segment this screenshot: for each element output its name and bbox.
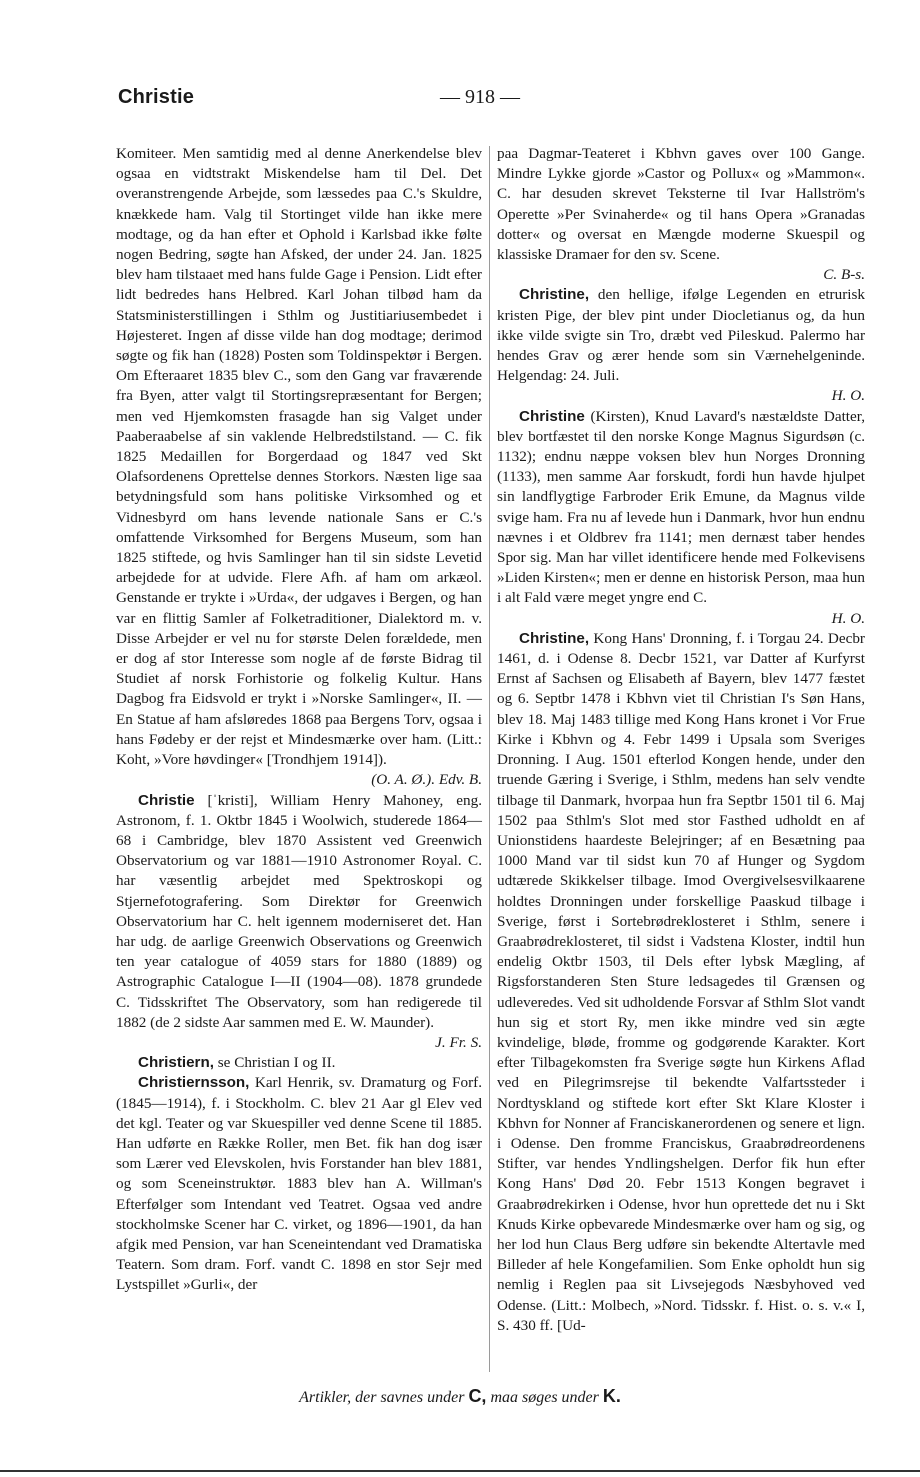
paragraph: paa Dagmar-Teateret i Kbhvn gaves over 100 Gange. Mindre Lykke gjorde »Castor og Pollux« og »Mammon«. C. har desuden skrevet Teksterne til Ivar Hallström's Operette »Per Svinaherde« og til hans Opera »Granadas dotter« og oversat en Mængde moderne Skuespil og klassiske Dramaer for den sv. Scene. — [497, 145, 865, 264]
entry-headword: Christiernsson, — [138, 1074, 250, 1092]
entry-christine-hellige — [497, 285, 865, 386]
letter-c: C, — [468, 1386, 487, 1406]
page-footer-note: Artikler, der savnes under C, maa søges under K. — [299, 1386, 621, 1406]
signature: J. Fr. S. — [435, 1033, 482, 1051]
entry-text: Karl Henrik, sv. Dramaturg og Forf. (1845—1914), f. i Stockholm. C. blev 21 Aar gl Elev ved det kgl. Teater og var Skuespiller ved denne Scene til 1885. Han udførte en Række Roller, men Bet. fik han dog især som Lærer ved Elevskolen, hvis Forstander han blev 1881, og som Sceneinstruktør. 1883 blev han A. Willman's Efterfølger som Intendant ved Teatret. Ogsaa ved andre stockholmske Scener har C. virket, og 1896—1901, da han afgik med Pension, var han Sceneintendant ved Dramatiska Teatern. Som dram. Forf. vandt C. 1898 en stor Sejr med Lystspillet »Gurli«, der — [116, 1074, 482, 1294]
entry-christiernsson — [116, 1073, 482, 1295]
signature: H. O. — [831, 387, 865, 405]
entry-christine-dronning — [497, 629, 865, 1336]
entry-headword: Christie — [138, 791, 195, 809]
entry-text: se Christian I og II. — [213, 1054, 336, 1072]
running-head: Christie — [118, 86, 195, 108]
entry-text: (Kirsten), Knud Lavard's næstældste Datter, blev bortfæstet til den norske Konge Magnus Sigurdsøn (c. 1132); endnu næppe voksen blev hun Norges Dronning (1133), men samme Aar forskudt, fordi hun havde hjulpet sin landflygtige Farbroder Erik Emune, da Magnus vilde svige ham. Fra nu af levede hun i Danmark, hvor hun endnu nævnes i et Oldbrev fra 1141; men dernæst taber hendes Spor sig. Man har villet identificere hende med Folkevisens »Liden Kirsten«; men er denne en historisk Person, maa hun i alt Fald være meget yngre end C. — [497, 407, 865, 607]
entry-text: [ˈkristi], William Henry Mahoney, eng. Astronom, f. 1. Oktbr 1845 i Woolwich, studerede 1864—68 i Cambridge, blev 1870 Assistent ved Greenwich Observatorium og var 1881—1910 Astronomer Royal. C. har væsentlig arbejdet med Spektroskopi og Stjernefotografering. Som Direktør for Greenwich Observatorium har C. helt igennem moderniseret det. Han har udg. de aarlige Greenwich Observations og Greenwich ten year catalogue of 4059 stars for 1880 (1889) og Astrographic Catalogue I—II (1904—08). 1878 grundede C. Tidsskriftet The Observatory, som han redigerede til 1882 (de 2 sidste Aar sammen med E. W. Maunder). — [116, 791, 482, 1031]
page-header — [0, 82, 920, 122]
letter-k: K. — [602, 1386, 621, 1406]
page-number: — 918 — — [440, 86, 520, 108]
right-column — [497, 144, 865, 1336]
entry-headword: Christine, — [519, 286, 590, 304]
entry-christie-william — [116, 791, 482, 1033]
entry-christine-kirsten — [497, 407, 865, 609]
left-column — [116, 144, 482, 1296]
entry-text: Kong Hans' Dronning, f. i Torgau 24. Decbr 1461, d. i Odense 8. Decbr 1521, var Datter af Kurfyrst Ernst af Sachsen og Elisabeth af Bayern, blev 1477 fæstet og 6. Septbr 1478 i Kbhvn viet til Christian I's Søn Hans, blev 18. Maj 1483 tillige med Kong Hans kronet i Vor Frue Kirke i Kbhvn og 4. Febr 1499 i Upsala som Sveriges Dronning. I Aug. 1501 efterlod Kongen hende, under den truende Gæring i Sverige, i Sthlm, medens han selv vendte tilbage til Danmark, hvorpaa hun fra Septbr 1501 til 6. Maj 1502 paa Sthlm's Slot med stor Fasthed udholdt en af Unionstidens haardeste Belejringer; af en Besætning paa 1000 Mand var til sidst kun 70 af Hunger og Sygdom udtærede Skikkelser tilbage. Imod Overgivelsesvilkaarene holdtes Dronningen under forskellige Paaskud tilbage i Sverige, først i Sortebrødreklosteret i Sthlm, senere i Graabrødreklosteret, til sidst i Vadstena Kloster, indtil hun endelig Oktbr 1503, til Dels efter lybsk Mægling, af Rigsforstanderen Sten Sture ledsagedes til Grænsen og udleveredes. Ved sit udholdende Forsvar af Sthlm Slot vandt hun sig et stort Ry, men ikke mindre ved sin ægte kvindelige, bløde, fromme og godgørende Karakter. Kort efter Tilbagekomsten fra Sverige søgte hun Kirkens Aflad ved en Pilegrimsrejse til bekendte Valfartssteder i Nordtyskland og stiftede kort efter Skt Klare Kloster i Kbhvn for Nonner af Franciskanerordenen og senere et lign. i Odense. Den fromme Franciskus, Graabrødreordenens Stifter, var hendes Yndlingshelgen. Derfor fik hun efter Kong Hans' Død 20. Febr 1513 Kongen begravet i Graabrødrekirken i Odense, hvor hun oprettede det nu i Skt Knuds Kirke opbevarede Mindesmærke over ham og sig, og her lod hun Claus Berg udføre sin bekendte Altertavle med Billeder af hele Kongefamilien. Som Enke opholdt hun sig nemlig i Reglen paa sit Livsejegods Næsbyhoved ved Odense. (Litt.: Molbech, »Nord. Tidsskr. f. Hist. o. s. v.« I, S. 430 ff. [Ud- — [497, 629, 865, 1334]
entry-headword: Christine — [519, 407, 585, 425]
signature: H. O. — [831, 609, 865, 627]
entry-headword: Christiern, — [138, 1054, 214, 1072]
entry-text: den hellige, ifølge Legenden en etrurisk kristen Pige, der blev pint under Diocletianus og, da hun ikke vilde svigte sin Tro, dræbt ved Pileskud. Palermo har hendes Grav og ærer hende som sin Værnehelgeninde. Helgendag: 24. Juli. — [497, 286, 865, 385]
column-divider — [489, 146, 490, 1372]
bottom-rule — [0, 1470, 920, 1472]
signature: C. B-s. — [823, 266, 865, 284]
entry-headword: Christine, — [519, 629, 590, 647]
paragraph: Komiteer. Men samtidig med al denne Anerkendelse blev ogsaa en vidtstrakt Miskendelse ham til Del. Det overanstrengende Arbejde, som læssedes paa C.'s Skuldre, knækkede ham. Valg til Stortinget vilde han ikke mere modtage, og da han efter et Ophold i Karlsbad ikke følte nogen Bedring, søgte han Afsked, der under 24. Jan. 1825 blev ham tilstaaet med hans fulde Gage i Pension. Lidt efter lidt bedredes hans Helbred. Karl Johan tilbød ham da Statsministerstillingen i Sthlm og Justitiariusembedet i Højesteret. Ingen af disse vilde han dog modtage; derimod søgte og fik han (1828) Posten som Toldinspektør i Bergen. Om Efteraaret 1835 blev C., som den Gang var fraværende fra Byen, atter valgt til Stortingsrepræsentant for Bergen; men ved Hjemkomsten frasagde han sig Valget under Paaberaabelse af sin vaklende Helbredstilstand. — C. fik 1825 Medaillen for Borgerdaad og 1847 ved Skt Olafsordenens Oprettelse dennes Storkors. Næsten lige saa betydningsfuld som hans politiske Virksomhed og et Vidnesbyrd om hans levende nationale Sans er C.'s omfattende Virksomhed for Bergens Museum, som han 1825 stiftede, og hvis Samlinger han til sin sidste Levetid arbejdede for at udvide. Flere Afh. af ham om arkæol. Genstande er trykte i »Urda«, der udgaves i Bergen, og han var en flittig Samler af Folketraditioner, Dialektord m. v. Disse Arbejder er vel nu for største Delen forældede, men er dog af stor Interesse som nogle af de første Bidrag til Studiet af norsk Forhistorie og folkelig Kultur. Hans Dagbog fra Eidsvold er trykt i »Norske Samlinger«, II. — En Statue af ham afsløredes 1868 paa Bergens Torv, ogsaa i hans Fødeby er der rejst et Mindesmærke over ham. (Litt.: Koht, »Vore høvdinger« [Trondhjem 1914]). — [116, 145, 482, 769]
entry-christiern — [116, 1053, 482, 1073]
signature: (O. A. Ø.). Edv. B. — [371, 771, 482, 789]
